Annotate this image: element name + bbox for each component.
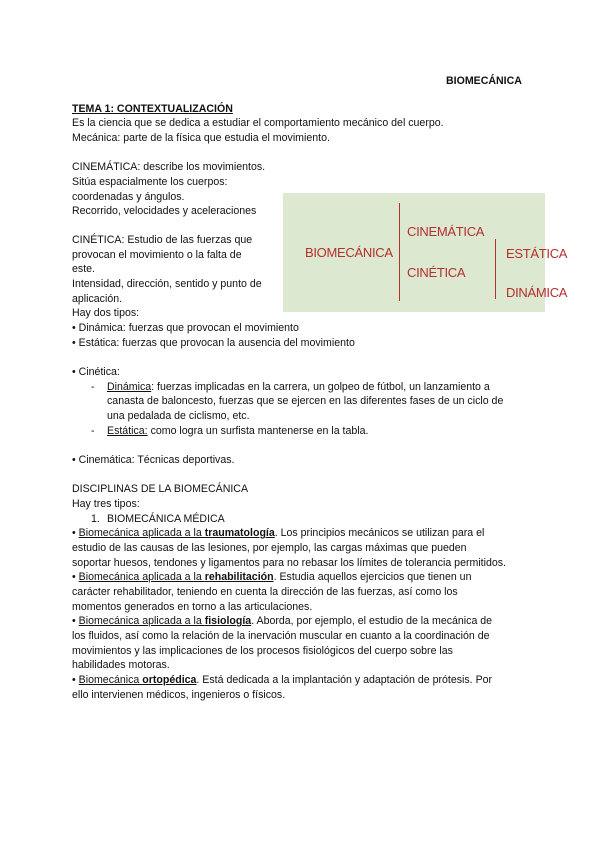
dinamica-dash: - [91,381,95,393]
tema-heading: TEMA 1: CONTEXTUALIZACIÓN [72,103,233,115]
dinamica-line-3: una pedalada de ciclismo, etc. [107,410,250,422]
fisiologia-line-4: habilidades motoras. [72,659,170,671]
estatica-term: Estática: [107,425,148,437]
cinematica-line-1: CINEMÁTICA: describe los movimientos. [72,161,266,173]
dinamica-line-2: canasta de baloncesto, fuerzas que se ejercen en las diferentes fases de un ciclo de [107,395,504,407]
traumatologia-line-1: • Biomecánica aplicada a la traumatología. Los principios mecánicos se utilizan para el [72,527,485,539]
dinamica-item [107,380,490,394]
diagram-divider-left [399,203,400,301]
bullet-dot: • [72,571,76,583]
diagram-branch-cinetica: CINÉTICA [407,265,466,280]
rehabilitacion-line-3: momentos generados en torno a las articulaciones. [72,601,313,613]
disciplinas-number: 1. [91,513,100,525]
cinetica-list-bullet: • Cinética: [72,366,120,378]
cinematica-line-2: Sitúa espacialmente los cuerpos: [72,176,228,188]
traumatologia-link: Biomecánica aplicada a la traumatología [78,527,275,539]
cinetica-line-4: Intensidad, dirección, sentido y punto de [72,278,262,290]
traumatologia-line-3: soportar huesos, tendones y ligamentos para no rebasar los límites de tolerancia permitidos. [72,557,506,569]
tema-line-2: Mecánica: parte de la física que estudia el movimiento. [72,132,330,144]
diagram-root-label: BIOMECÁNICA [305,245,393,260]
rehabilitacion-link: Biomecánica aplicada a la rehabilitación [78,571,274,583]
estatica-dash: - [91,425,95,437]
cinetica-bullet-estatica: • Estática: fuerzas que provocan la ausencia del movimiento [72,337,355,349]
traumatologia-line-2: estudio de las causas de las lesiones, por ejemplo, las cargas máximas que pueden [72,542,467,554]
disciplinas-heading: DISCIPLINAS DE LA BIOMECÁNICA [72,483,249,495]
cinetica-line-5: aplicación. [72,293,123,305]
biomecanica-diagram [283,193,568,312]
cinetica-bullet-dinamica: • Dinámica: fuerzas que provocan el movimiento [72,322,299,334]
fisiologia-line-3: movimientos y las implicaciones de los procesos fisiológicos del cuerpo sobre las [72,645,453,657]
diagram-divider-right [495,239,496,299]
bullet-dot: • [72,527,76,539]
fisiologia-link: Biomecánica aplicada a la fisiología [78,615,252,627]
cinetica-line-3: este. [72,263,95,275]
cinetica-line-1: CINÉTICA: Estudio de las fuerzas que [72,234,253,246]
diagram-leaf-estatica: ESTÁTICA [506,246,568,261]
document-title: BIOMECÁNICA [446,75,522,87]
dinamica-term: Dinámica [107,381,152,393]
rehabilitacion-line-1: • Biomecánica aplicada a la rehabilitación. Estudia aquellos ejercicios que tienen un [72,571,472,583]
estatica-text: como logra un surfista mantenerse en la tabla. [147,425,369,437]
cinematica-line-3: coordenadas y ángulos. [72,191,185,203]
cinematica-line-4: Recorrido, velocidades y aceleraciones [72,205,257,217]
ortopedica-link: Biomecánica ortopédica [78,674,197,686]
rehabilitacion-line-2: carácter rehabilitador, teniendo en cuenta la dirección de las fuerzas, así como los [72,586,458,598]
cinetica-line-6: Hay dos tipos: [72,307,140,319]
tema-line-1: Es la ciencia que se dedica a estudiar el comportamiento mecánico del cuerpo. [72,117,444,129]
ortopedica-line-1: • Biomecánica ortopédica. Está dedicada a la implantación y adaptación de prótesis. Por [72,674,493,686]
fisiologia-line-2: los fluidos, así como la relación de la inervación muscular en cuanto a la coordinación de [72,630,490,642]
cinematica-bullet: • Cinemática: Técnicas deportivas. [72,454,235,466]
cinetica-line-2: provocan el movimiento o la falta de [72,249,242,261]
ortopedica-line-2: ello intervienen médicos, ingenieros o físicos. [72,689,286,701]
bullet-dot: • [72,615,76,627]
diagram-leaf-dinamica: DINÁMICA [506,285,568,300]
diagram-branch-cinematica: CINEMÁTICA [407,224,485,239]
estatica-item [107,424,368,438]
disciplinas-subheading: BIOMECÁNICA MÉDICA [107,513,225,525]
dinamica-text: : fuerzas implicadas en la carrera, un golpeo de fútbol, un lanzamiento a [151,381,490,393]
disciplinas-intro: Hay tres tipos: [72,498,140,510]
fisiologia-line-1: • Biomecánica aplicada a la fisiología. Aborda, por ejemplo, el estudio de la mecánica de [72,615,493,627]
bullet-dot: • [72,674,76,686]
